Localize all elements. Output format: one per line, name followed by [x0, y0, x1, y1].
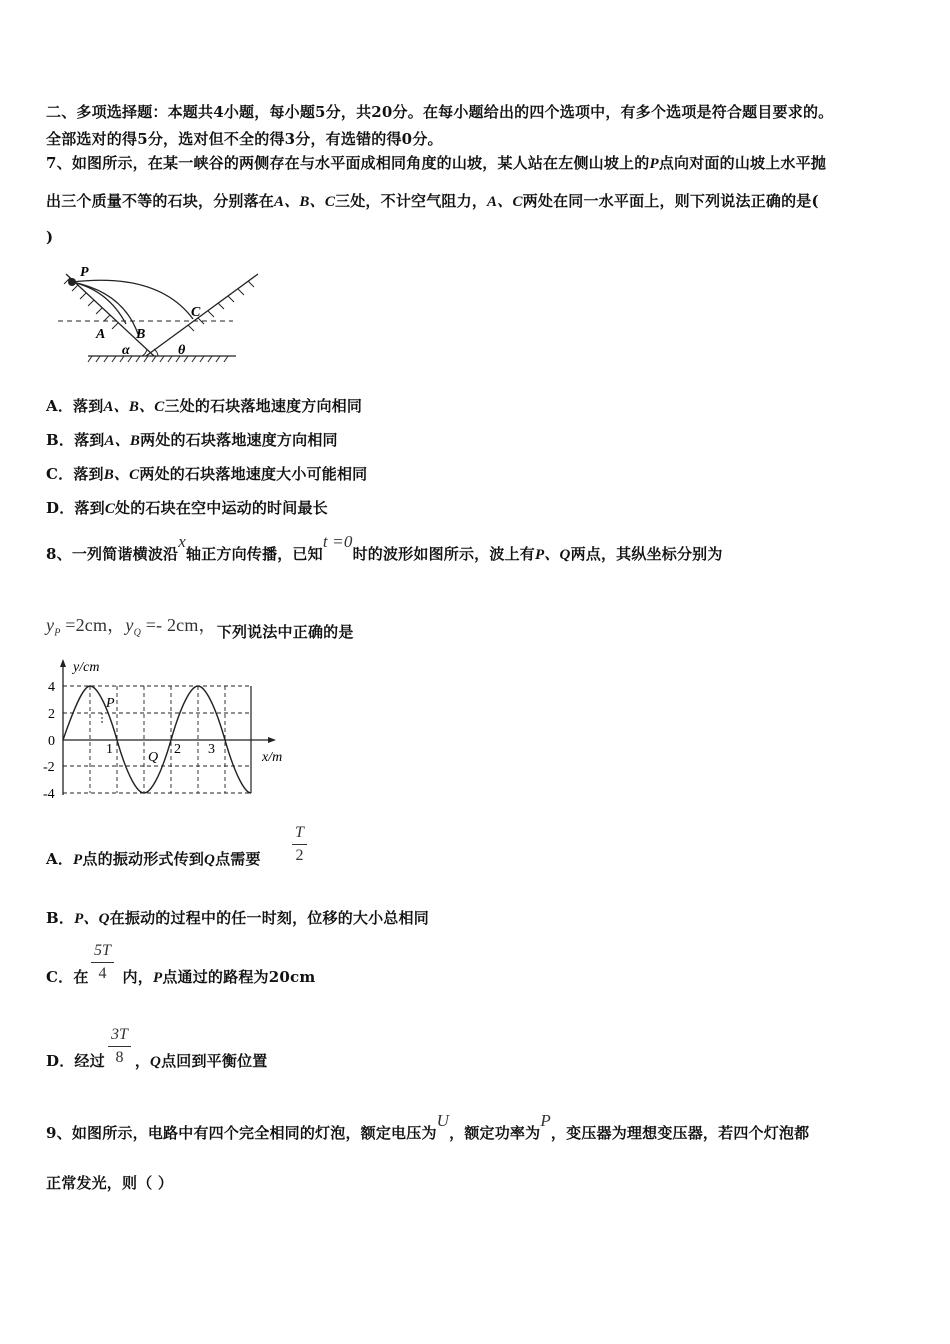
option-italic: A、B [104, 433, 141, 449]
q7-trajectory-c [72, 280, 193, 319]
q7-label-c: C [191, 305, 201, 320]
q8-option-d [46, 1050, 267, 1071]
option-letter: D． [46, 1052, 75, 1070]
q8-stem-text: 轴正方向传播，已知 [186, 545, 323, 563]
q7-option-a [46, 395, 362, 416]
q8-stem-line2 [46, 617, 354, 645]
q8-stem-text: 下列说法中正确的是 [216, 623, 354, 641]
option-text: 在振动的过程中的任一时刻，位移的大小总相同 [109, 909, 429, 927]
q8-optA-fraction [292, 824, 307, 865]
q7-angle-theta-arc [154, 349, 158, 356]
q7-stem-line3: ) [46, 228, 54, 246]
q8-math-x: x [178, 532, 186, 551]
q7-stem-text: 三处，不计空气阻力， [335, 192, 488, 210]
q7-stem-line1 [46, 152, 826, 173]
q7-points-abc: A、B、C [274, 194, 336, 210]
q8-ytick-4: 4 [48, 680, 55, 695]
option-text: 经过 [74, 1052, 105, 1070]
fraction-denominator: 2 [295, 847, 304, 864]
q9-stem-line1 [46, 1111, 810, 1143]
section-header-line1: 二、多项选择题：本题共4小题，每小题5分，共20分。在每小题给出的四个选项中，有多个选项是符合题目要求的。 [46, 103, 834, 121]
option-text: 两处的石块落地速度方向相同 [140, 431, 338, 449]
option-letter: C． [46, 465, 74, 483]
q8-ylabel: y/cm [73, 660, 100, 675]
q8-points-pq: P、Q [534, 547, 571, 563]
option-italic: P [152, 970, 163, 986]
q7-label-alpha: α [122, 343, 130, 358]
q7-label-theta: θ [178, 343, 186, 358]
option-text: 处的石块在空中运动的时间最长 [115, 499, 328, 517]
fraction-denominator: 4 [98, 965, 107, 982]
q7-canyon-figure [48, 262, 268, 372]
option-italic: B、C [103, 467, 140, 483]
q8-ytick-0: 0 [48, 734, 55, 749]
q7-points-ac: A、C [487, 194, 523, 210]
option-text: 落到 [74, 431, 105, 449]
q7-stem-line2 [46, 190, 819, 211]
q7-label-a: A [96, 327, 106, 342]
q8-ytick-neg4: -4 [43, 787, 55, 802]
option-italic: Q [150, 1054, 162, 1070]
section-header-line2: 全部选对的得5分，选对但不全的得3分，有选错的得0分。 [46, 130, 443, 148]
option-text: 落到 [73, 397, 104, 415]
q8-xtick-2: 2 [174, 742, 181, 757]
q8-optD-fraction [108, 1026, 131, 1067]
q8-point-q-label: Q [148, 750, 159, 765]
option-text: 内， [122, 968, 153, 986]
q7-option-d [46, 497, 328, 518]
q8-stem-text: 两点，其纵坐标分别为 [570, 545, 723, 563]
q9-math-p: P [540, 1111, 551, 1130]
q8-option-b [46, 907, 429, 928]
q8-xtick-3: 3 [208, 742, 215, 757]
option-italic: Q [204, 852, 216, 868]
option-text: 落到 [74, 499, 105, 517]
q8-option-a [46, 848, 261, 869]
option-text: 落到 [73, 465, 104, 483]
q7-stem-text: 出三个质量不等的石块，分别落在 [46, 192, 275, 210]
q8-math-t0: t =0 [322, 532, 353, 551]
q8-math-yp: $y_P =2cm$，$y_Q =- 2cm$， [46, 615, 217, 639]
q7-angle-alpha-arc [142, 349, 147, 356]
option-italic: C [104, 501, 116, 517]
fraction-denominator: 8 [115, 1049, 124, 1066]
fraction-numerator: 5T [94, 942, 111, 959]
option-letter: A． [46, 397, 74, 415]
q7-label-p: P [80, 265, 89, 280]
q7-person-marker [68, 278, 76, 286]
q9-stem-line2: 正常发光，则（ ） [46, 1174, 174, 1192]
option-text: 三处的石块落地速度方向相同 [164, 397, 363, 415]
option-letter: B． [46, 909, 75, 927]
q7-stem-text: 7、如图所示，在某一峡谷的两侧存在与水平面成相同角度的山坡，某人站在左侧山坡上的 [46, 154, 650, 172]
option-letter: A． [46, 850, 74, 868]
option-text: 两处的石块落地速度大小可能相同 [139, 465, 368, 483]
q8-wave-graph [40, 655, 300, 805]
option-text: 点通过的路程为20cm [162, 968, 316, 986]
q7-stem-text: 两处在同一水平面上，则下列说法正确的是( [522, 192, 819, 210]
option-italic: P、Q [74, 911, 110, 927]
q9-stem-text: ，变压器为理想变压器，若四个灯泡都 [550, 1124, 810, 1142]
option-text: 点需要 [215, 850, 261, 868]
option-italic: P [73, 852, 83, 868]
q7-stem-text: 点向对面的山坡上水平抛 [658, 154, 827, 172]
option-letter: C． [46, 968, 74, 986]
q7-label-b: B [136, 327, 146, 342]
fraction-numerator: 3T [111, 1026, 128, 1043]
q8-xlabel: x/m [262, 750, 283, 765]
q8-y-arrow [60, 659, 66, 667]
q9-stem-text: ，额定功率为 [449, 1124, 541, 1142]
q7-option-b [46, 429, 338, 450]
option-text: 点回到平衡位置 [161, 1052, 268, 1070]
option-text: 在 [73, 968, 89, 986]
q8-xtick-1: 1 [106, 742, 113, 757]
fraction-numerator: T [295, 824, 304, 841]
q8-option-c [46, 966, 315, 987]
q8-stem-text: 时的波形如图所示，波上有 [352, 545, 535, 563]
q9-stem-text: 9、如图所示，电路中有四个完全相同的灯泡，额定电压为 [46, 1124, 437, 1142]
option-letter: D． [46, 499, 75, 517]
q8-optC-fraction [91, 942, 114, 983]
q9-math-u: U [436, 1111, 450, 1130]
q8-point-p-label: P [106, 696, 115, 711]
q7-right-slope [146, 274, 258, 356]
q8-x-arrow [268, 737, 276, 743]
option-text: 点的振动形式传到 [82, 850, 205, 868]
q7-point-p: P [649, 156, 659, 172]
q8-ytick-2: 2 [48, 707, 55, 722]
q8-stem-line1 [46, 532, 723, 564]
option-letter: B． [46, 431, 75, 449]
option-italic: A、B、C [103, 399, 165, 415]
q8-ytick-neg2: -2 [43, 760, 55, 775]
option-text: ， [134, 1052, 151, 1070]
q8-stem-text: 8、一列简谐横波沿 [46, 545, 179, 563]
q7-option-c [46, 463, 367, 484]
